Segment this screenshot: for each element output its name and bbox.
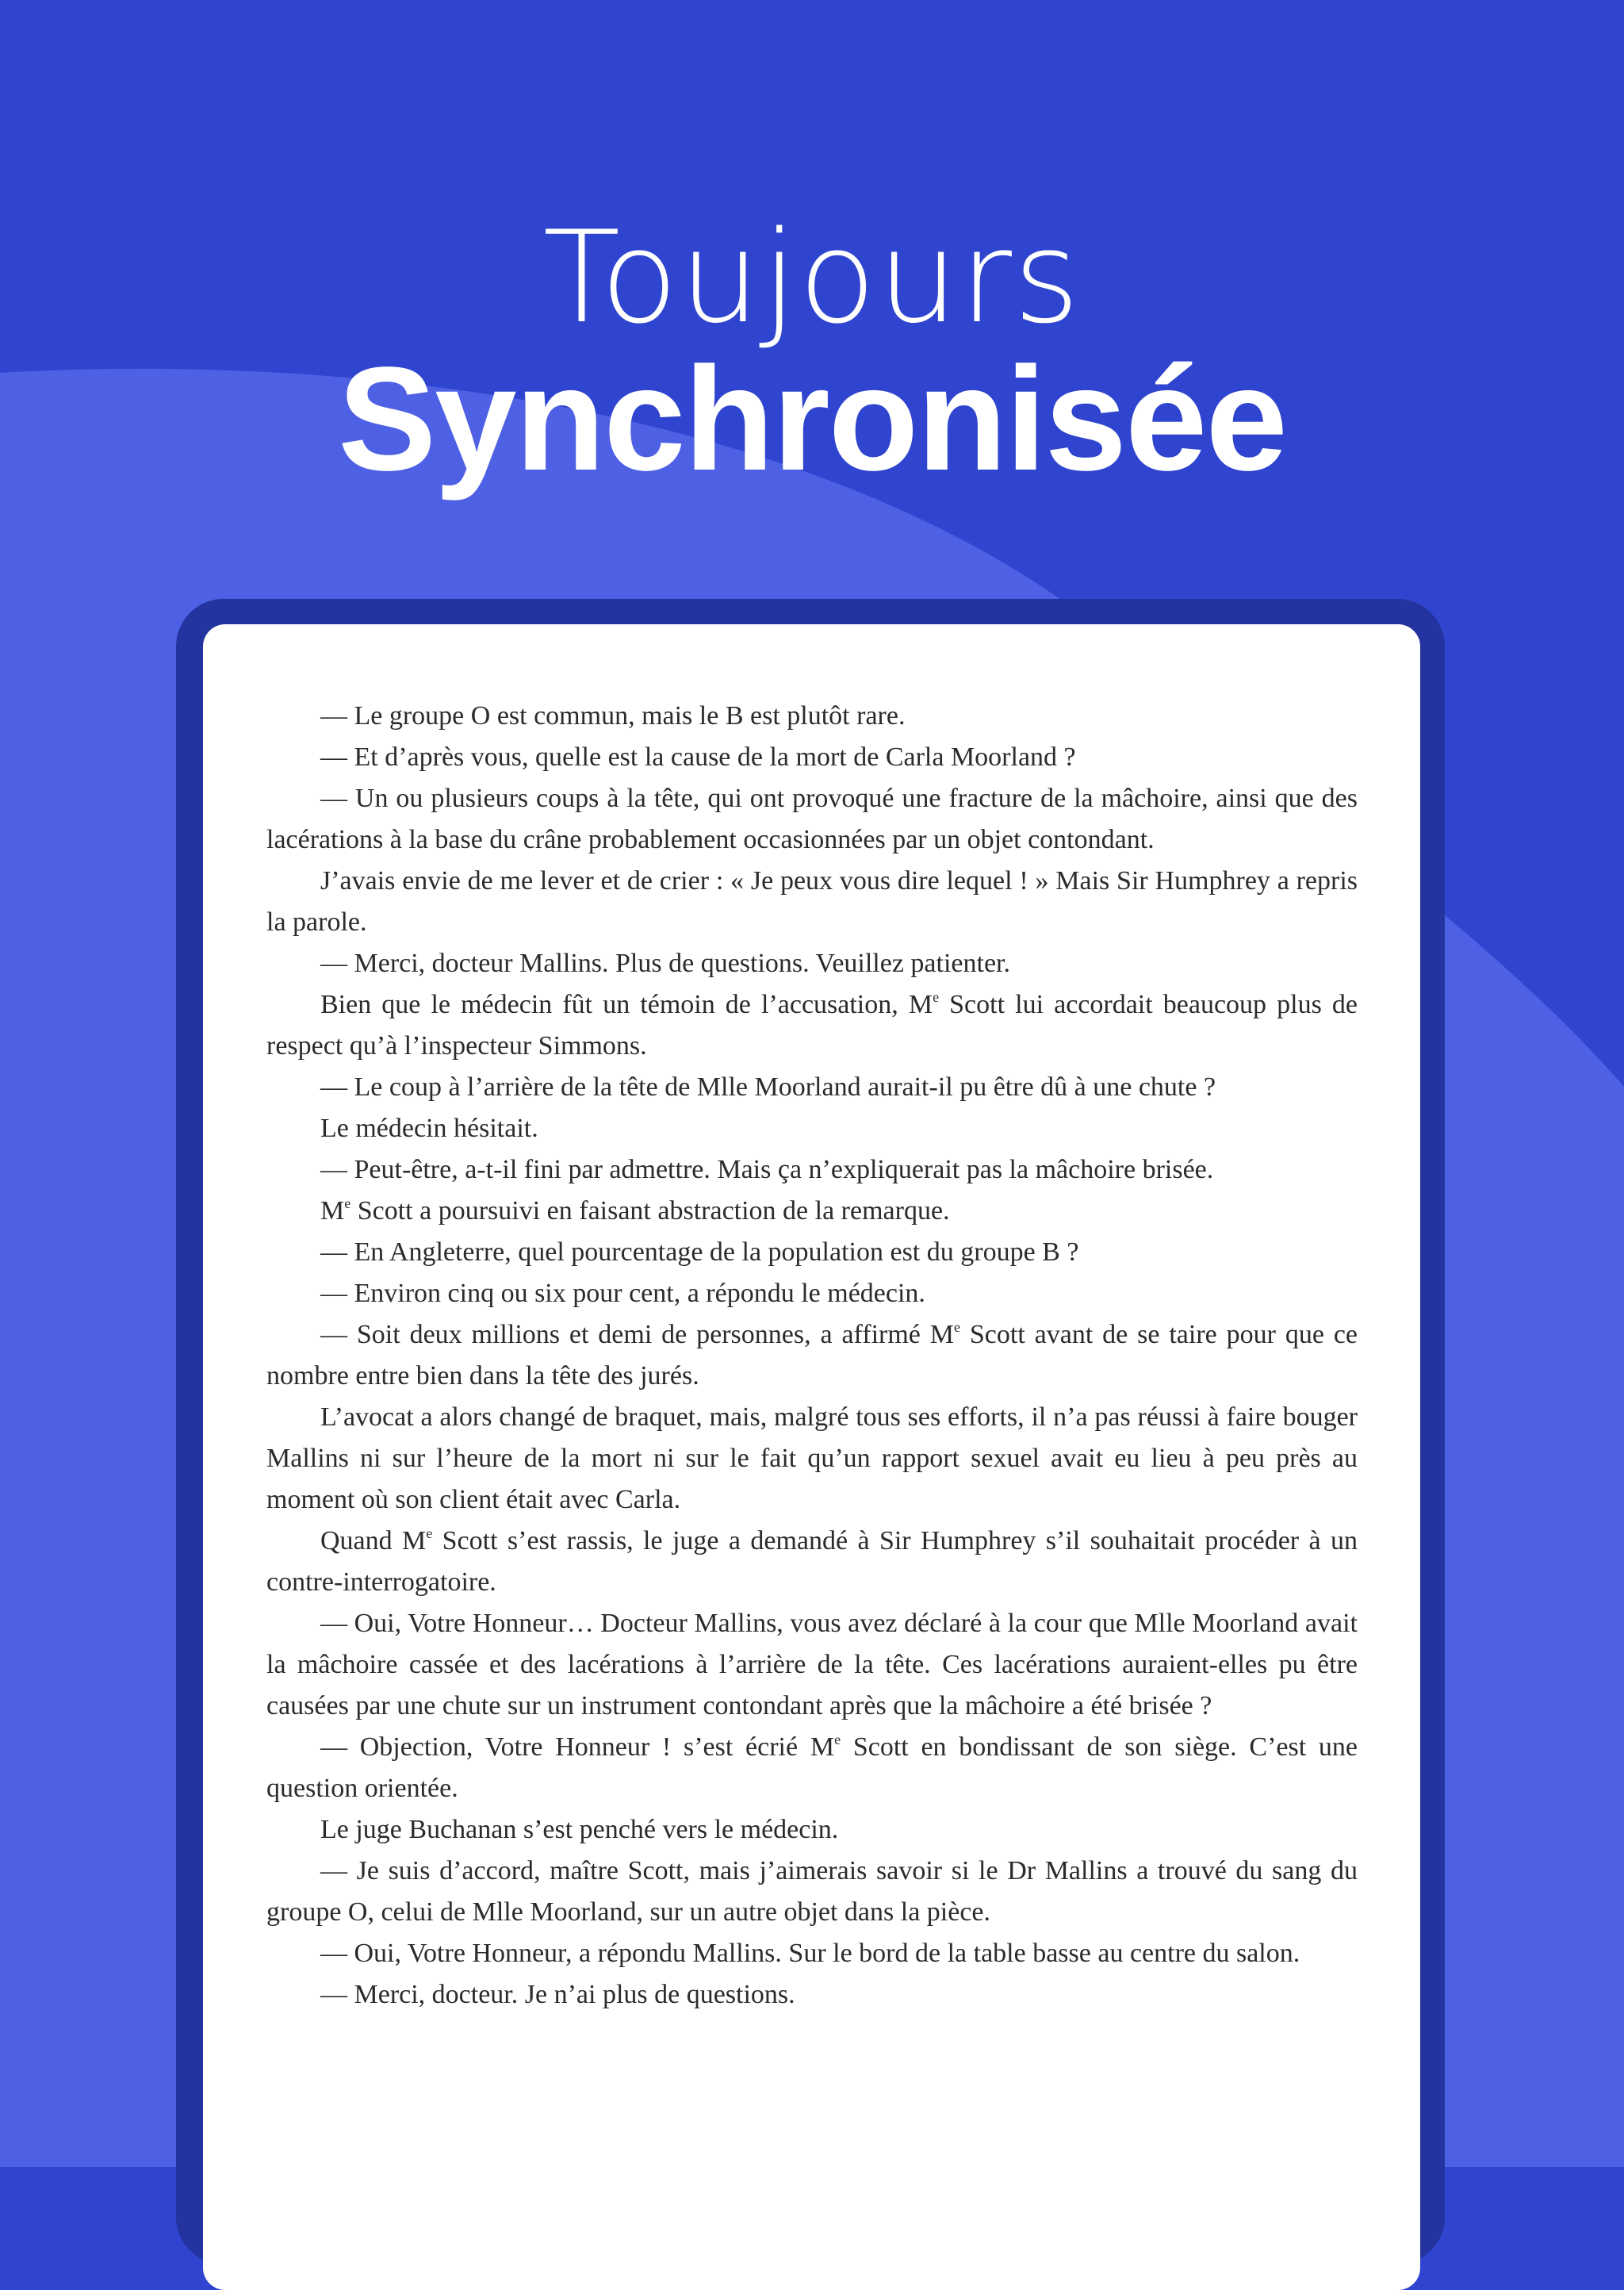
promo-headline [0, 203, 1624, 501]
book-paragraph: Bien que le médecin fût un témoin de l’accusation, Me Scott lui accordait beaucoup plus de respect qu’à l’inspecteur Simmons. [266, 989, 1358, 1061]
book-paragraph: — Objection, Votre Honneur ! s’est écrié Me Scott en bondissant de son siège. C’est une question orientée. [266, 1732, 1358, 1803]
book-text [266, 696, 1358, 2016]
book-paragraph: Quand Me Scott s’est rassis, le juge a demandé à Sir Humphrey s’il souhaitait procéder à un contre-interrogatoire. [266, 1525, 1358, 1597]
book-paragraph: — Merci, docteur. Je n’ai plus de questions. [320, 1980, 795, 2009]
book-paragraph: — Peut-être, a-t-il fini par admettre. Mais ça n’expliquerait pas la mâchoire brisée. [320, 1155, 1214, 1184]
book-paragraph: Le juge Buchanan s’est penché vers le médecin. [320, 1815, 839, 1844]
book-paragraph: Le médecin hésitait. [320, 1114, 538, 1143]
book-paragraph: — Le coup à l’arrière de la tête de Mlle Moorland aurait-il pu être dû à une chute ? [320, 1072, 1216, 1102]
headline-line-2: Synchronisée [338, 337, 1286, 501]
book-paragraph: J’avais envie de me lever et de crier : « Je peux vous dire lequel ! » Mais Sir Humphrey a repris la parole. [266, 866, 1358, 937]
book-paragraph: — En Angleterre, quel pourcentage de la population est du groupe B ? [320, 1237, 1079, 1267]
book-paragraph: — Soit deux millions et demi de personnes, a affirmé Me Scott avant de se taire pour que ce nombre entre bien dans la tête des jurés. [266, 1319, 1358, 1390]
book-paragraph: — Oui, Votre Honneur… Docteur Mallins, vous avez déclaré à la cour que Mlle Moorland avait la mâchoire cassée et des lacérations à l’arrière de la tête. Ces lacérations auraient-elles pu être causées par une chute sur un instrument contondant après que la mâchoire a été brisée ? [266, 1609, 1358, 1720]
book-paragraph: — Merci, docteur Mallins. Plus de questions. Veuillez patienter. [320, 949, 1010, 978]
book-paragraph: L’avocat a alors changé de braquet, mais, malgré tous ses efforts, il n’a pas réussi à faire bouger Mallins ni sur l’heure de la mort ni sur le fait qu’un rapport sexuel avait eu lieu à peu près au moment où son client était avec Carla. [266, 1402, 1358, 1514]
reader-page[interactable] [203, 624, 1420, 2290]
book-paragraph: — Un ou plusieurs coups à la tête, qui ont provoqué une fracture de la mâchoire, ainsi que des lacérations à la base du crâne probablement occasionnées par un objet contondant. [266, 784, 1358, 854]
book-paragraph: — Oui, Votre Honneur, a répondu Mallins. Sur le bord de la table basse au centre du salon. [320, 1939, 1300, 1968]
book-paragraph: Me Scott a poursuivi en faisant abstraction de la remarque. [320, 1195, 950, 1226]
book-paragraph: — Le groupe O est commun, mais le B est plutôt rare. [320, 701, 906, 731]
book-paragraph: — Environ cinq ou six pour cent, a répondu le médecin. [320, 1279, 925, 1308]
book-paragraph: — Et d’après vous, quelle est la cause de la mort de Carla Moorland ? [320, 742, 1076, 772]
book-paragraph: — Je suis d’accord, maître Scott, mais j’aimerais savoir si le Dr Mallins a trouvé du sang du groupe O, celui de Mlle Moorland, sur un autre objet dans la pièce. [266, 1856, 1358, 1927]
headline-line-1: Toujours [542, 203, 1082, 351]
